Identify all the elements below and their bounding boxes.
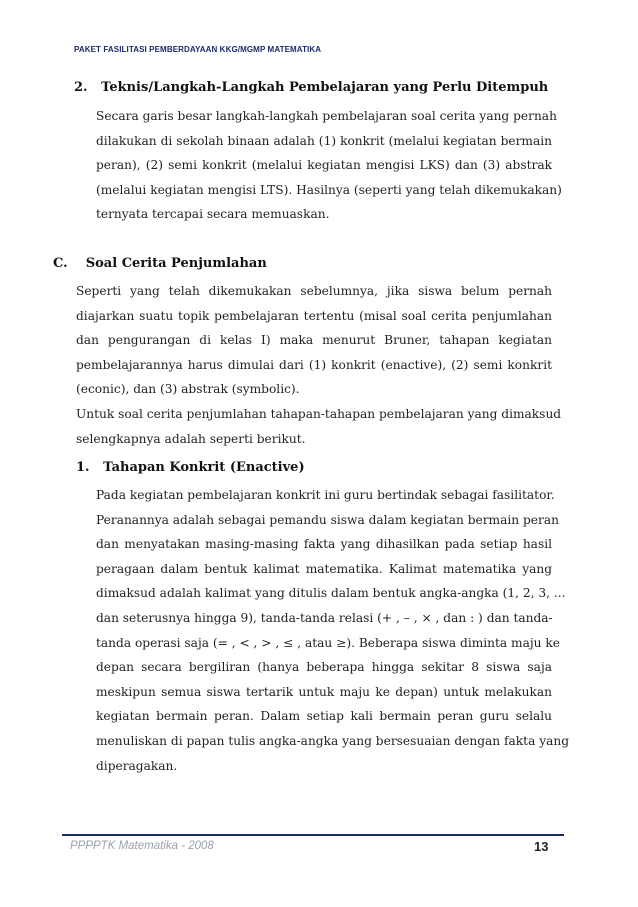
text-line: diperagakan. [96, 758, 178, 773]
text-line: Pada kegiatan pembelajaran konkrit ini guru bertindak sebagai fasilitator. [96, 488, 555, 502]
page-number: 13 [534, 839, 549, 854]
text-line: menuliskan di papan tulis angka-angka yang bersesuaian dengan fakta yang [96, 733, 570, 748]
text-line: Untuk soal cerita penjumlahan tahapan-tahapan pembelajaran yang dimaksud [76, 406, 562, 421]
footer-divider [62, 834, 564, 836]
text-line: depan secara bergiliran (hanya beberapa hingga sekitar 8 siswa saja [96, 660, 552, 675]
text-line: selengkapnya adalah seperti berikut. [76, 431, 306, 446]
text-line: meskipun semua siswa tertarik untuk maju ke depan) untuk melakukan [96, 684, 552, 699]
section-heading-teknis: 2. Teknis/Langkah-Langkah Pembelajaran yang Perlu Ditempuh [74, 80, 549, 95]
text-line: dilakukan di sekolah binaan adalah (1) konkrit (melalui kegiatan bermain [96, 133, 552, 148]
text-line: Peranannya adalah sebagai pemandu siswa dalam kegiatan bermain peran [96, 512, 559, 527]
text-line: kegiatan bermain peran. Dalam setiap kali bermain peran guru selalu [96, 709, 552, 724]
text-line: dan pengurangan di kelas I) maka menurut Bruner, tahapan kegiatan [76, 333, 552, 348]
text-line: (econic), dan (3) abstrak (symbolic). [76, 382, 300, 397]
text-line: diajarkan suatu topik pembelajaran tertentu (misal soal cerita penjumlahan [76, 308, 552, 323]
paragraph-soal-cerita [76, 279, 562, 451]
text-line: tanda operasi saja (= , < , > , ≤ , atau ≥). Beberapa siswa diminta maju ke [96, 635, 560, 650]
paragraph-teknis [96, 104, 562, 227]
paragraph-tahapan-konkrit [96, 483, 570, 778]
footer-publisher: PPPPTK Matematika - 2008 [70, 840, 214, 852]
text-line: pembelajarannya harus dimulai dari (1) konkrit (enactive), (2) semi konkrit [76, 357, 552, 372]
text-line: Secara garis besar langkah-langkah pembelajaran soal cerita yang pernah [96, 109, 557, 123]
text-line: Seperti yang telah dikemukakan sebelumnya, jika siswa belum pernah [76, 284, 552, 298]
section-heading-tahapan-konkrit: 1. Tahapan Konkrit (Enactive) [76, 460, 305, 475]
text-line: ternyata tercapai secara memuaskan. [96, 207, 330, 222]
section-heading-soal-cerita: C. Soal Cerita Penjumlahan [53, 256, 267, 271]
text-line: dimaksud adalah kalimat yang ditulis dalam bentuk angka-angka (1, 2, 3, ... [96, 586, 566, 601]
text-line: peran), (2) semi konkrit (melalui kegiatan mengisi LKS) dan (3) abstrak [96, 158, 552, 173]
text-line: dan seterusnya hingga 9), tanda-tanda relasi (+ , – , × , dan : ) dan tanda- [96, 610, 553, 625]
text-line: dan menyatakan masing-masing fakta yang dihasilkan pada setiap hasil [96, 537, 552, 552]
running-header: PAKET FASILITASI PEMBERDAYAAN KKG/MGMP MATEMATIKA [74, 45, 322, 54]
text-line: (melalui kegiatan mengisi LTS). Hasilnya (seperti yang telah dikemukakan) [96, 182, 562, 197]
text-line: peragaan dalam bentuk kalimat matematika. Kalimat matematika yang [96, 561, 552, 576]
